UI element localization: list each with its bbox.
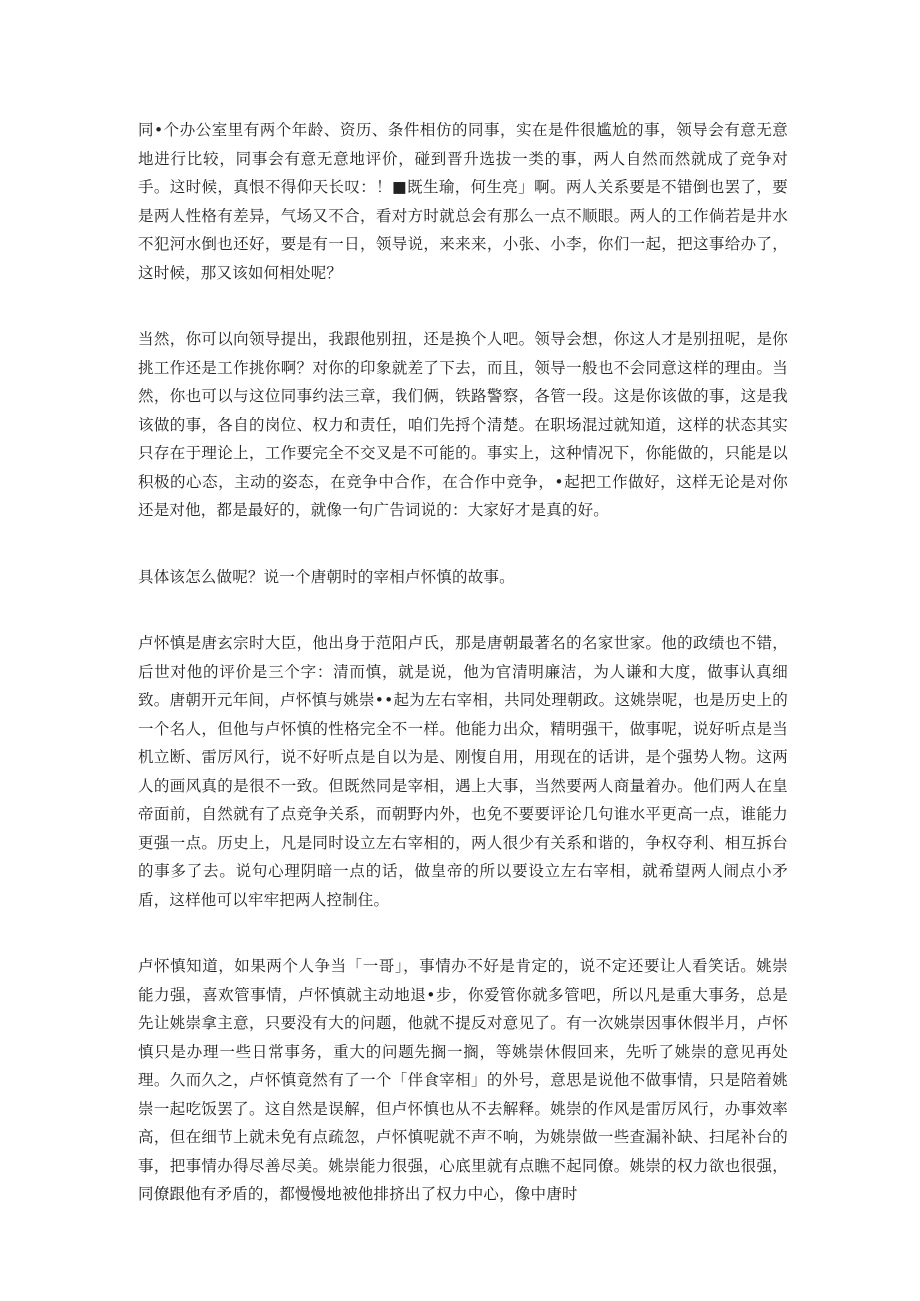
paragraph-story-intro: 具体该怎么做呢？说一个唐朝时的宰相卢怀慎的故事。 (138, 567, 515, 586)
paragraph-colleague-rivalry: 同•个办公室里有两个年龄、资历、条件相仿的同事，实在是件很尴尬的事，领导会有意无意地进行比较，同事会有意无意地评价，碰到晋升选拔一类的事，两人自然而然就成了竞争对手。这时候，真恨不得仰天长叹：！■既生瑜，何生亮」啊。两人关系要是不错倒也罢了，要是两人性格有差异，气场又不合，看对方时就总会有那么一点不顺眼。两人的工作倘若是井水不犯河水倒也还好，要是有一日，领导说，来来来，小张、小李，你们一起，把这事给办了，这时候，那又该如何相处呢？ (138, 121, 788, 282)
document-body (138, 116, 788, 1247)
paragraph-cooperation-advice: 当然，你可以向领导提出，我跟他别扭，还是换个人吧。领导会想，你这人才是别扭呢，是你挑工作还是工作挑你啊？对你的印象就差了下去，而且，领导一般也不会同意这样的理由。当然，你也可以与这位同事约法三章，我们俩，铁路警察，各管一段。这是你该做的事，这是我该做的事，各自的岗位、权力和责任，咱们先捋个清楚。在职场混过就知道，这样的状态其实只存在于理论上，工作要完全不交叉是不可能的。事实上，这种情况下，你能做的，只能是以积极的心态，主动的姿态，在竞争中合作，在合作中竞争，•起把工作做好，这样无论是对你还是对他，都是最好的，就像一句广告词说的：大家好才是真的好。 (138, 330, 788, 519)
paragraph-lu-huaishen-background: 卢怀慎是唐玄宗时大臣，他出身于范阳卢氏，那是唐朝最著名的名家世家。他的政绩也不错，后世对他的评价是三个字：清而慎，就是说，他为官清明廉洁，为人谦和大度，做事认真细致。唐朝开元年间，卢怀慎与姚崇••起为左右宰相，共同处理朝政。这姚崇呢，也是历史上的一个名人，但他与卢怀慎的性格完全不一样。他能力出众，精明强干，做事呢，说好听点是当机立断、雷厉风行，说不好听点是自以为是、刚愎自用，用现在的话讲，是个强势人物。这两人的画风真的是很不一致。但既然同是宰相，遇上大事，当然要两人商量着办。他们两人在皇帝面前，自然就有了点竞争关系，而朝野内外，也免不要要评论几句谁水平更高一点，谁能力更强一点。历史上，凡是同时设立左右宰相的，两人很少有关系和谐的，争权夺利、相互拆台的事多了去。说句心理阴暗一点的话，做皇帝的所以要设立左右宰相，就希望两人闹点小矛盾，这样他可以牢牢把两人控制住。 (138, 634, 788, 909)
paragraph-lu-huaishen-conduct: 卢怀慎知道，如果两个人争当「一哥」，事情办不好是肯定的，说不定还要让人看笑话。姚崇能力强，喜欢管事情，卢怀慎就主动地退•步，你爱管你就多管吧，所以凡是重大事务，总是先让姚崇拿主意，只要没有大的问题，他就不提反对意见了。有一次姚崇因事休假半月，卢怀慎只是办理一些日常事务，重大的问题先搁一搁，等姚崇休假回来，先听了姚崇的意见再处理。久而久之，卢怀慎竟然有了一个「伴食宰相」的外号，意思是说他不做事情，只是陪着姚崇一起吃饭罢了。这自然是误解，但卢怀慎也从不去解释。姚崇的作风是雷厉风行，办事效率高，但在细节上就未免有点疏忽，卢怀慎呢就不声不响，为姚崇做一些查漏补缺、扫尾补台的事，把事情办得尽善尽美。姚崇能力很强，心底里就有点瞧不起同僚。姚崇的权力欲也很强，同僚跟他有矛盾的，都慢慢地被他排挤出了权力中心，像中唐时 (138, 957, 788, 1203)
